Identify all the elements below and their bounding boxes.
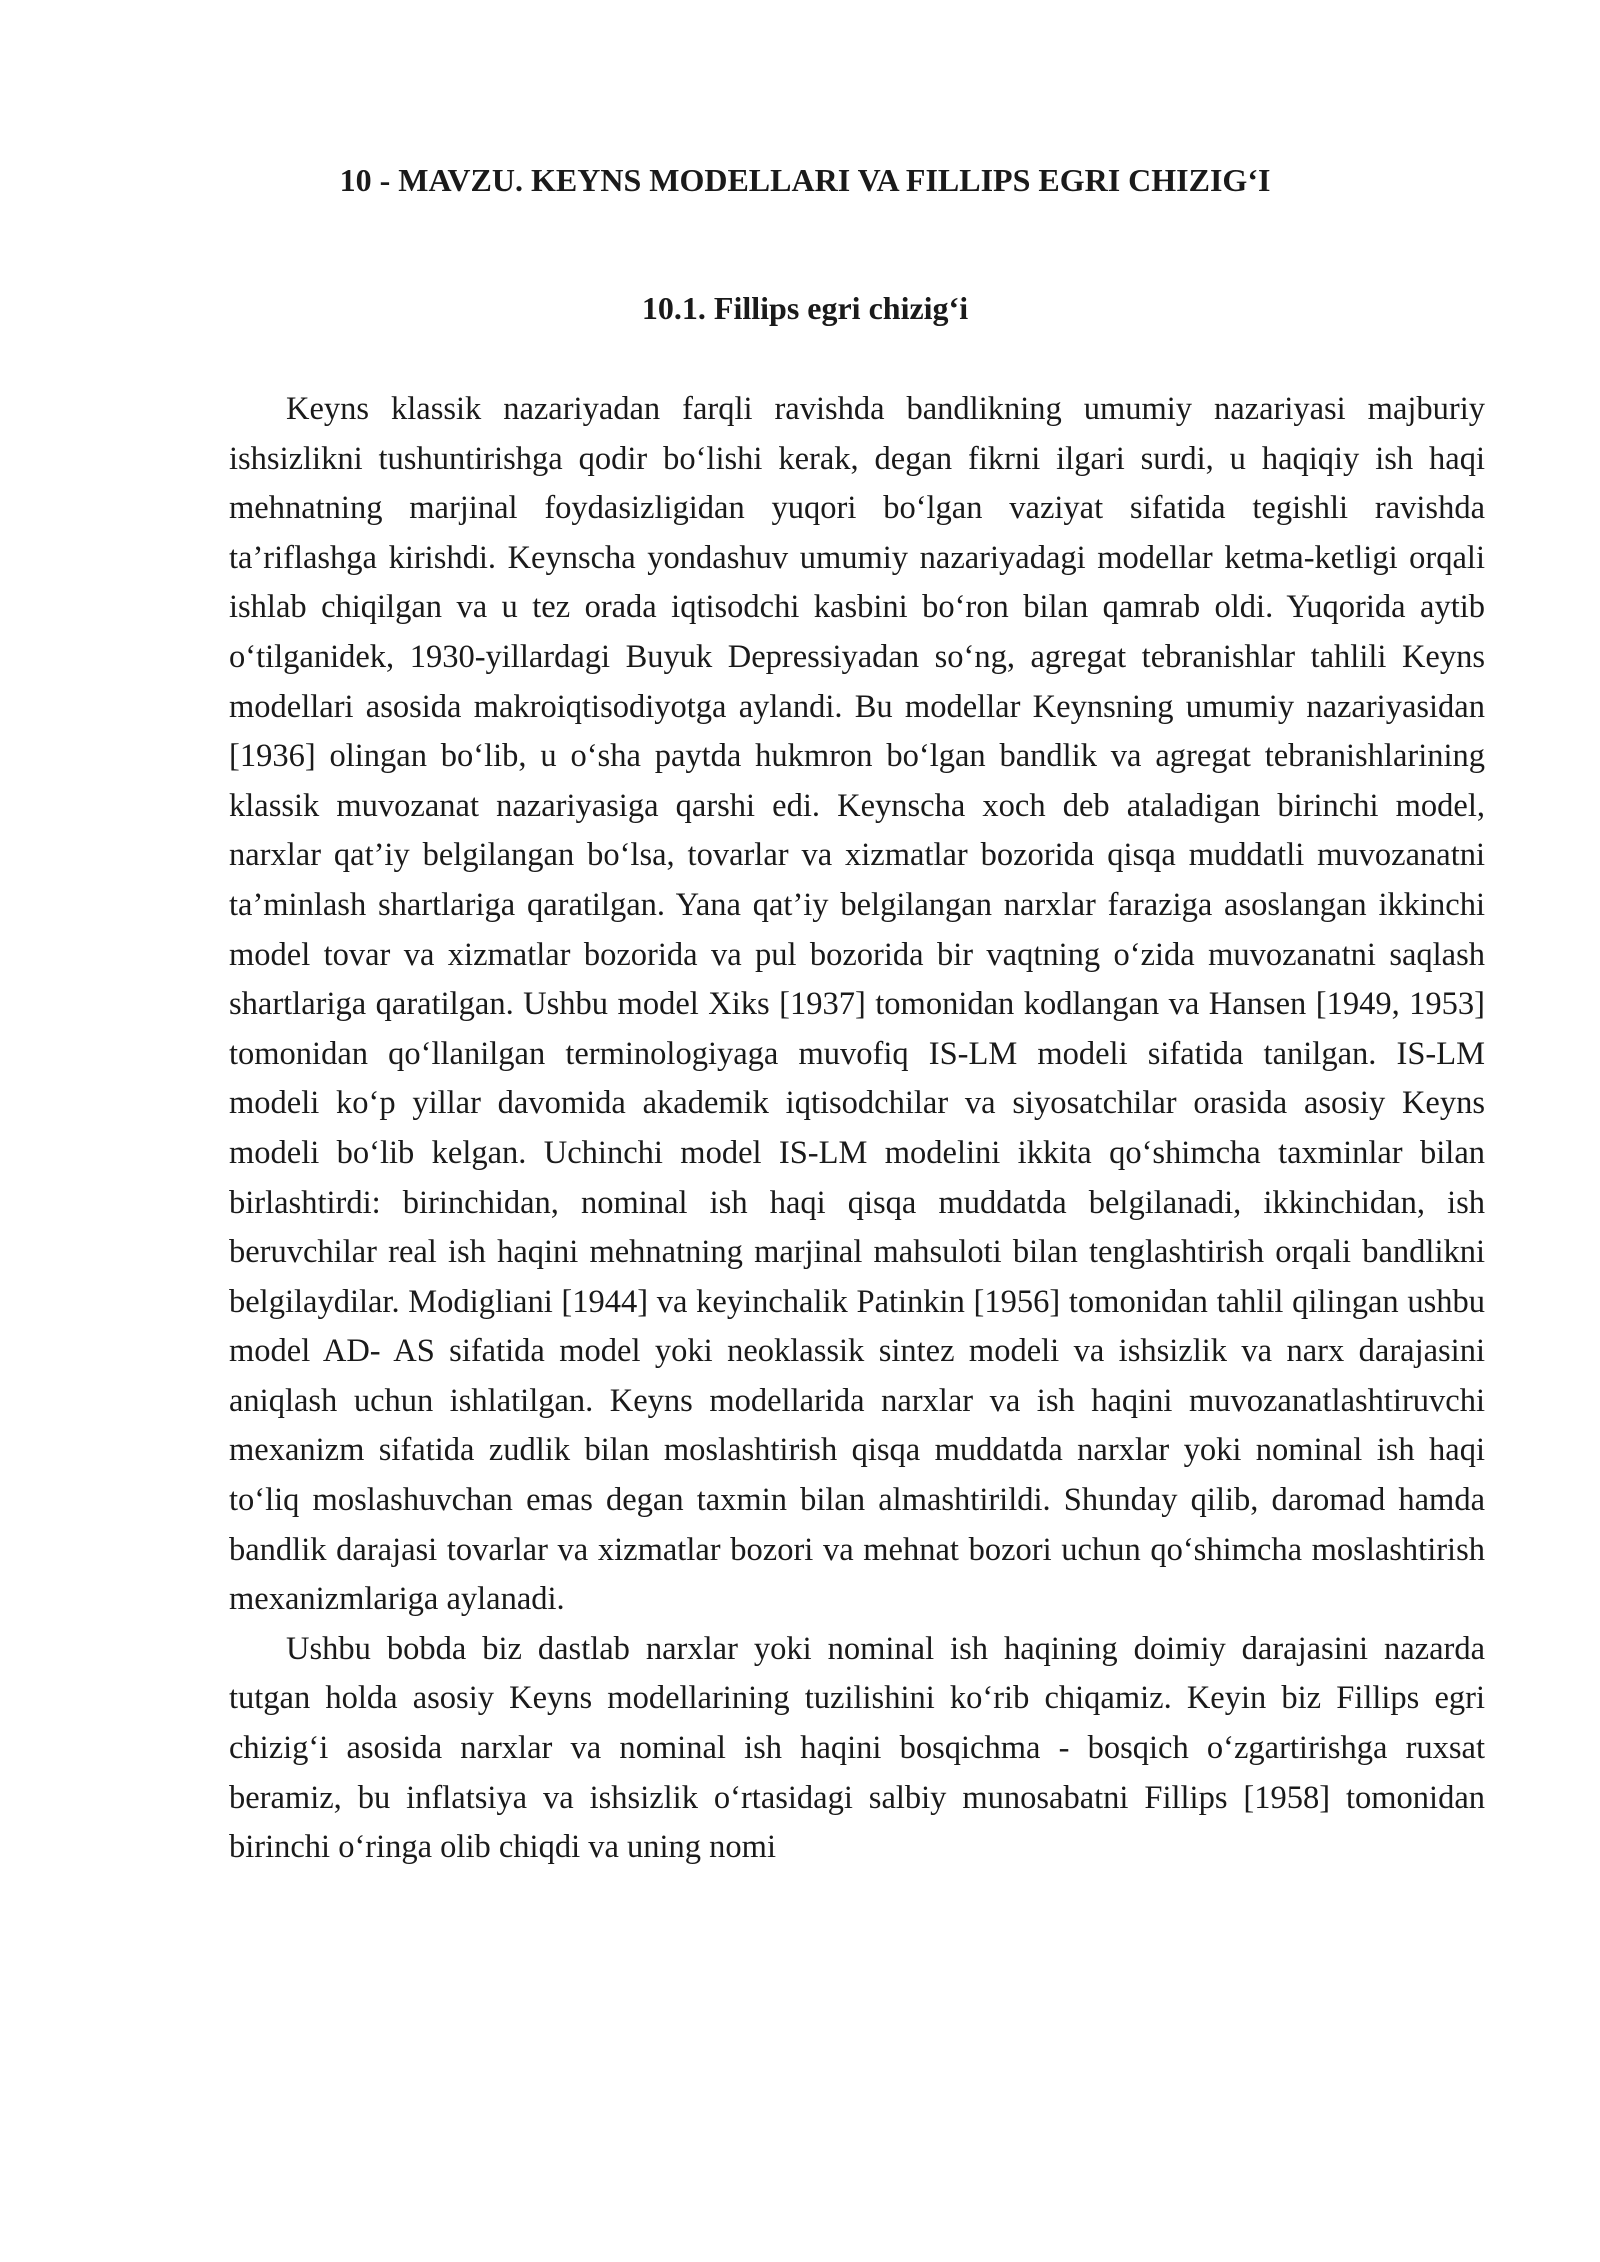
paragraph-2: Ushbu bobda biz dastlab narxlar yoki nominal ish haqining doimiy darajasini nazarda tutgan holda asosiy Keyns modellarining tuzilishini ko‘rib chiqamiz. Keyin biz Fillips egri chizig‘i asosida narxlar va nominal ish haqini bosqichma - bosqich o‘zgartirishga ruxsat beramiz, bu inflatsiya va ishsizlik o‘rtasidagi salbiy munosabatni Fillips [1958] tomonidan birinchi o‘ringa olib chiqdi va uning nomi <box>229 1630 1485 1866</box>
paragraph-1: Keyns klassik nazariyadan farqli ravishda bandlikning umumiy nazariyasi majburiy ishsizlikni tushuntirishga qodir bo‘lishi kerak, degan fikrni ilgari surdi, u haqiqiy ish haqi mehnatning marjinal foydasizligidan yuqori bo‘lgan vaziyat sifatida tegishli ravishda ta’riflashga kirishdi. Keynscha yondashuv umumiy nazariyadagi modellar ketma-ketligi orqali ishlab chiqilgan va u tez orada iqtisodchi kasbini bo‘ron bilan qamrab oldi. Yuqorida aytib o‘tilganidek, 1930-yillardagi Buyuk Depressiyadan so‘ng, agregat tebranishlar tahlili Keyns modellari asosida makroiqtisodiyotga aylandi. Bu modellar Keynsning umumiy nazariyasidan [1936] olingan bo‘lib, u o‘sha paytda hukmron bo‘lgan bandlik va agregat tebranishlarining klassik muvozanat nazariyasiga qarshi edi. Keynscha xoch deb ataladigan birinchi model, narxlar qat’iy belgilangan bo‘lsa, tovarlar va xizmatlar bozorida qisqa muddatli muvozanatni ta’minlash shartlariga qaratilgan. Yana qat’iy belgilangan narxlar faraziga asoslangan ikkinchi model tovar va xizmatlar bozorida va pul bozorida bir vaqtning o‘zida muvozanatni saqlash shartlariga qaratilgan. Ushbu model Xiks [1937] tomonidan kodlangan va Hansen [1949, 1953] tomonidan qo‘llanilgan terminologiyaga muvofiq IS-LM modeli sifatida tanilgan. IS-LM modeli ko‘p yillar davomida akademik iqtisodchilar va siyosatchilar orasida asosiy Keyns modeli bo‘lib kelgan. Uchinchi model IS-LM modelini ikkita qo‘shimcha taxminlar bilan birlashtirdi: birinchidan, nominal ish haqi qisqa muddatda belgilanadi, ikkinchidan, ish beruvchilar real ish haqini mehnatning marjinal mahsuloti bilan tenglashtirish orqali bandlikni belgilaydilar. Modigliani [1944] va keyinchalik Patinkin [1956] tomonidan tahlil qilingan ushbu model AD- AS sifatida model yoki neoklassik sintez modeli va ishsizlik va narx darajasini aniqlash uchun ishlatilgan. Keyns modellarida narxlar va ish haqini muvozanatlashtiruvchi mexanizm sifatida zudlik bilan moslashtirish qisqa muddatda narxlar yoki nominal ish haqi to‘liq moslashuvchan emas degan taxmin bilan almashtirildi. Shunday qilib, daromad hamda bandlik darajasi tovarlar va xizmatlar bozori va mehnat bozori uchun qo‘shimcha moslashtirish mexanizmlariga aylanadi. <box>229 391 1485 1618</box>
body-text <box>229 385 1485 1873</box>
section-title: 10.1. Fillips egri chizig‘i <box>641 290 969 326</box>
chapter-title: 10 - MAVZU. KEYNS MODELLARI VA FILLIPS EGRI CHIZIG‘I <box>339 162 1271 198</box>
